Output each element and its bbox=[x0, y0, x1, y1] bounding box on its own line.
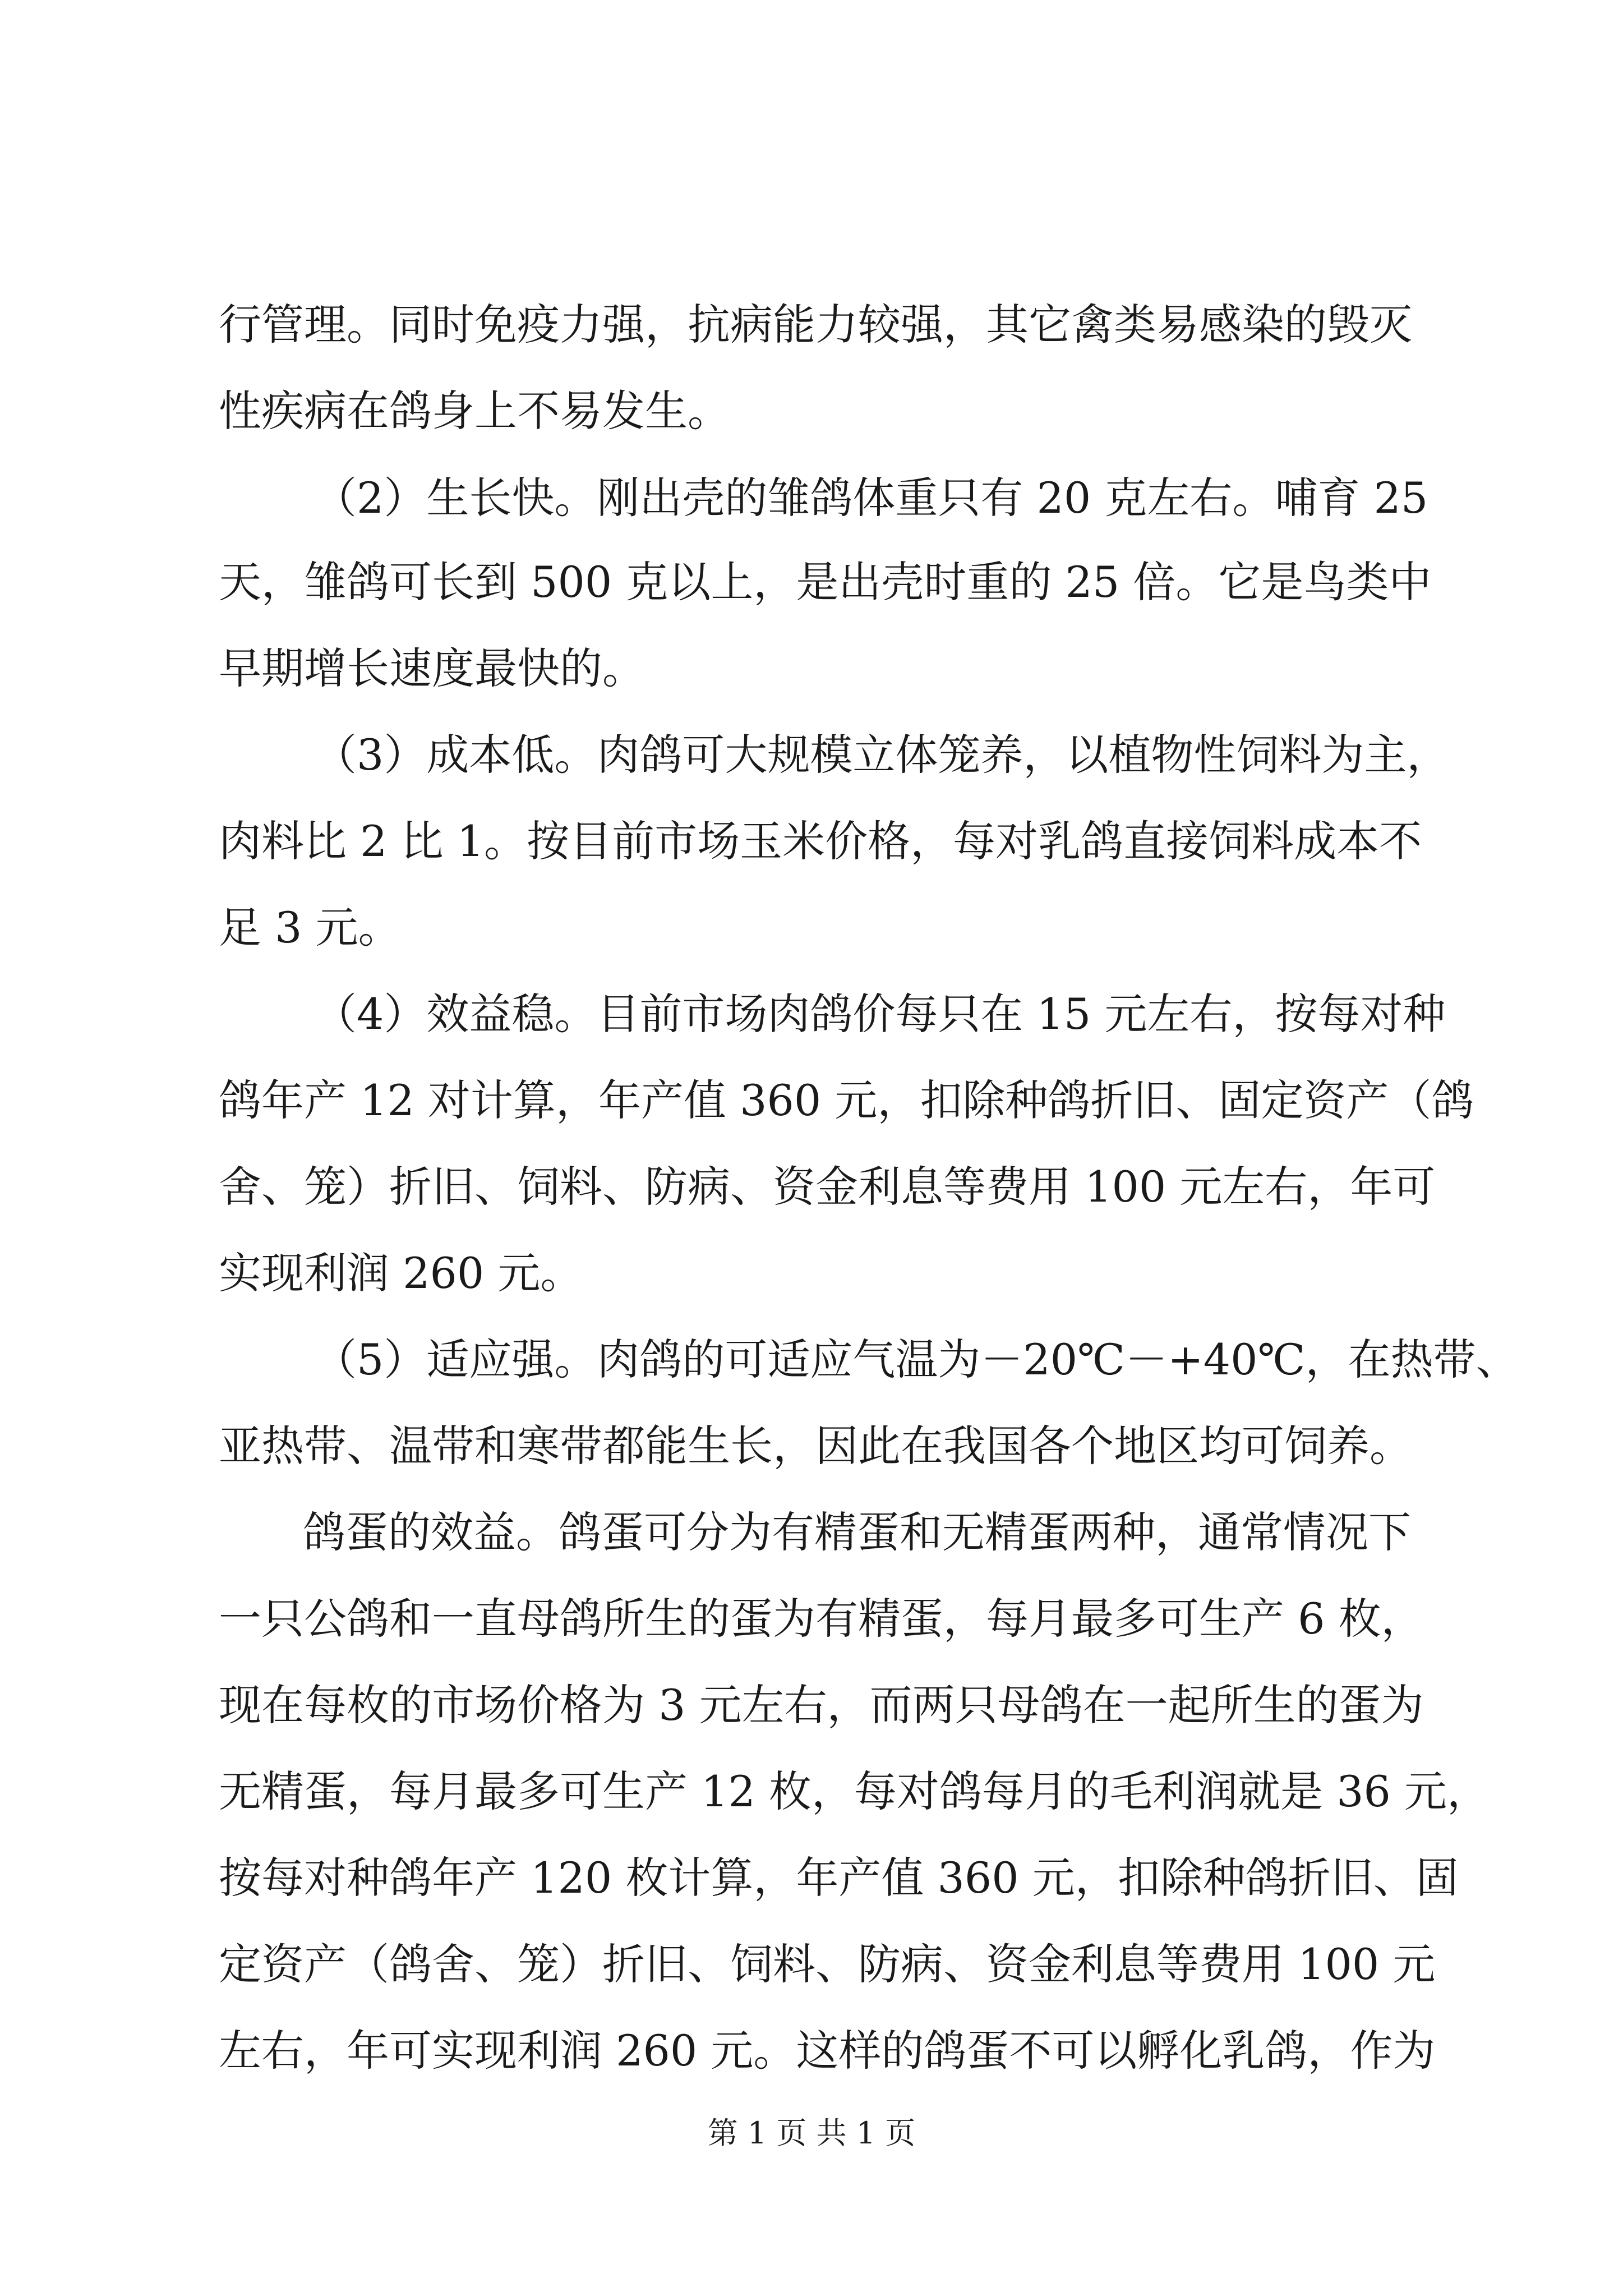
text-line: 早期增长速度最快的。 bbox=[219, 643, 645, 693]
text-line: 左右，年可实现利润 260 元。这样的鸽蛋不可以孵化乳鸽，作为 bbox=[219, 2026, 1436, 2076]
text-line: 按每对种鸽年产 120 枚计算，年产值 360 元，扣除种鸽折旧、固 bbox=[219, 1853, 1459, 1903]
page-number-footer: 第 1 页 共 1 页 bbox=[707, 2115, 916, 2151]
text-line: 舍、笼）折旧、饲料、防病、资金利息等费用 100 元左右，年可 bbox=[219, 1162, 1436, 1212]
text-line: 行管理。同时免疫力强，抗病能力较强，其它禽类易感染的毁灭 bbox=[219, 300, 1412, 349]
text-line: （2）生长快。刚出壳的雏鸽体重只有 20 克左右。哺育 25 bbox=[314, 473, 1428, 523]
text-line: 鸽蛋的效益。鸽蛋可分为有精蛋和无精蛋两种，通常情况下 bbox=[303, 1507, 1411, 1557]
text-line: （4）效益稳。目前市场肉鸽价每只在 15 元左右，按每对种 bbox=[314, 989, 1446, 1039]
text-line: 鸽年产 12 对计算，年产值 360 元，扣除种鸽折旧、固定资产（鸽 bbox=[219, 1075, 1474, 1125]
text-line: 无精蛋，每月最多可生产 12 枚，每对鸽每月的毛利润就是 36 元， bbox=[219, 1766, 1490, 1816]
text-line: 现在每枚的市场价格为 3 元左右，而两只母鸽在一起所生的蛋为 bbox=[219, 1680, 1424, 1730]
text-line: 实现利润 260 元。 bbox=[219, 1248, 583, 1298]
text-line: 亚热带、温带和寒带都能生长，因此在我国各个地区均可饲养。 bbox=[219, 1421, 1412, 1471]
text-line: （5）适应强。肉鸽的可适应气温为－20℃－+40℃，在热带、 bbox=[314, 1335, 1519, 1384]
text-line: （3）成本低。肉鸽可大规模立体笼养，以植物性饲料为主， bbox=[314, 730, 1450, 780]
text-line: 一只公鸽和一直母鸽所生的蛋为有精蛋，每月最多可生产 6 枚， bbox=[219, 1594, 1424, 1644]
text-line: 天，雏鸽可长到 500 克以上，是出壳时重的 25 倍。它是鸟类中 bbox=[219, 557, 1432, 607]
text-line: 定资产（鸽舍、笼）折旧、饲料、防病、资金利息等费用 100 元 bbox=[219, 1939, 1436, 1989]
text-line: 足 3 元。 bbox=[219, 903, 401, 953]
text-line: 性疾病在鸽身上不易发生。 bbox=[219, 386, 730, 436]
text-line: 肉料比 2 比 1。按目前市场玉米价格，每对乳鸽直接饲料成本不 bbox=[219, 816, 1422, 866]
